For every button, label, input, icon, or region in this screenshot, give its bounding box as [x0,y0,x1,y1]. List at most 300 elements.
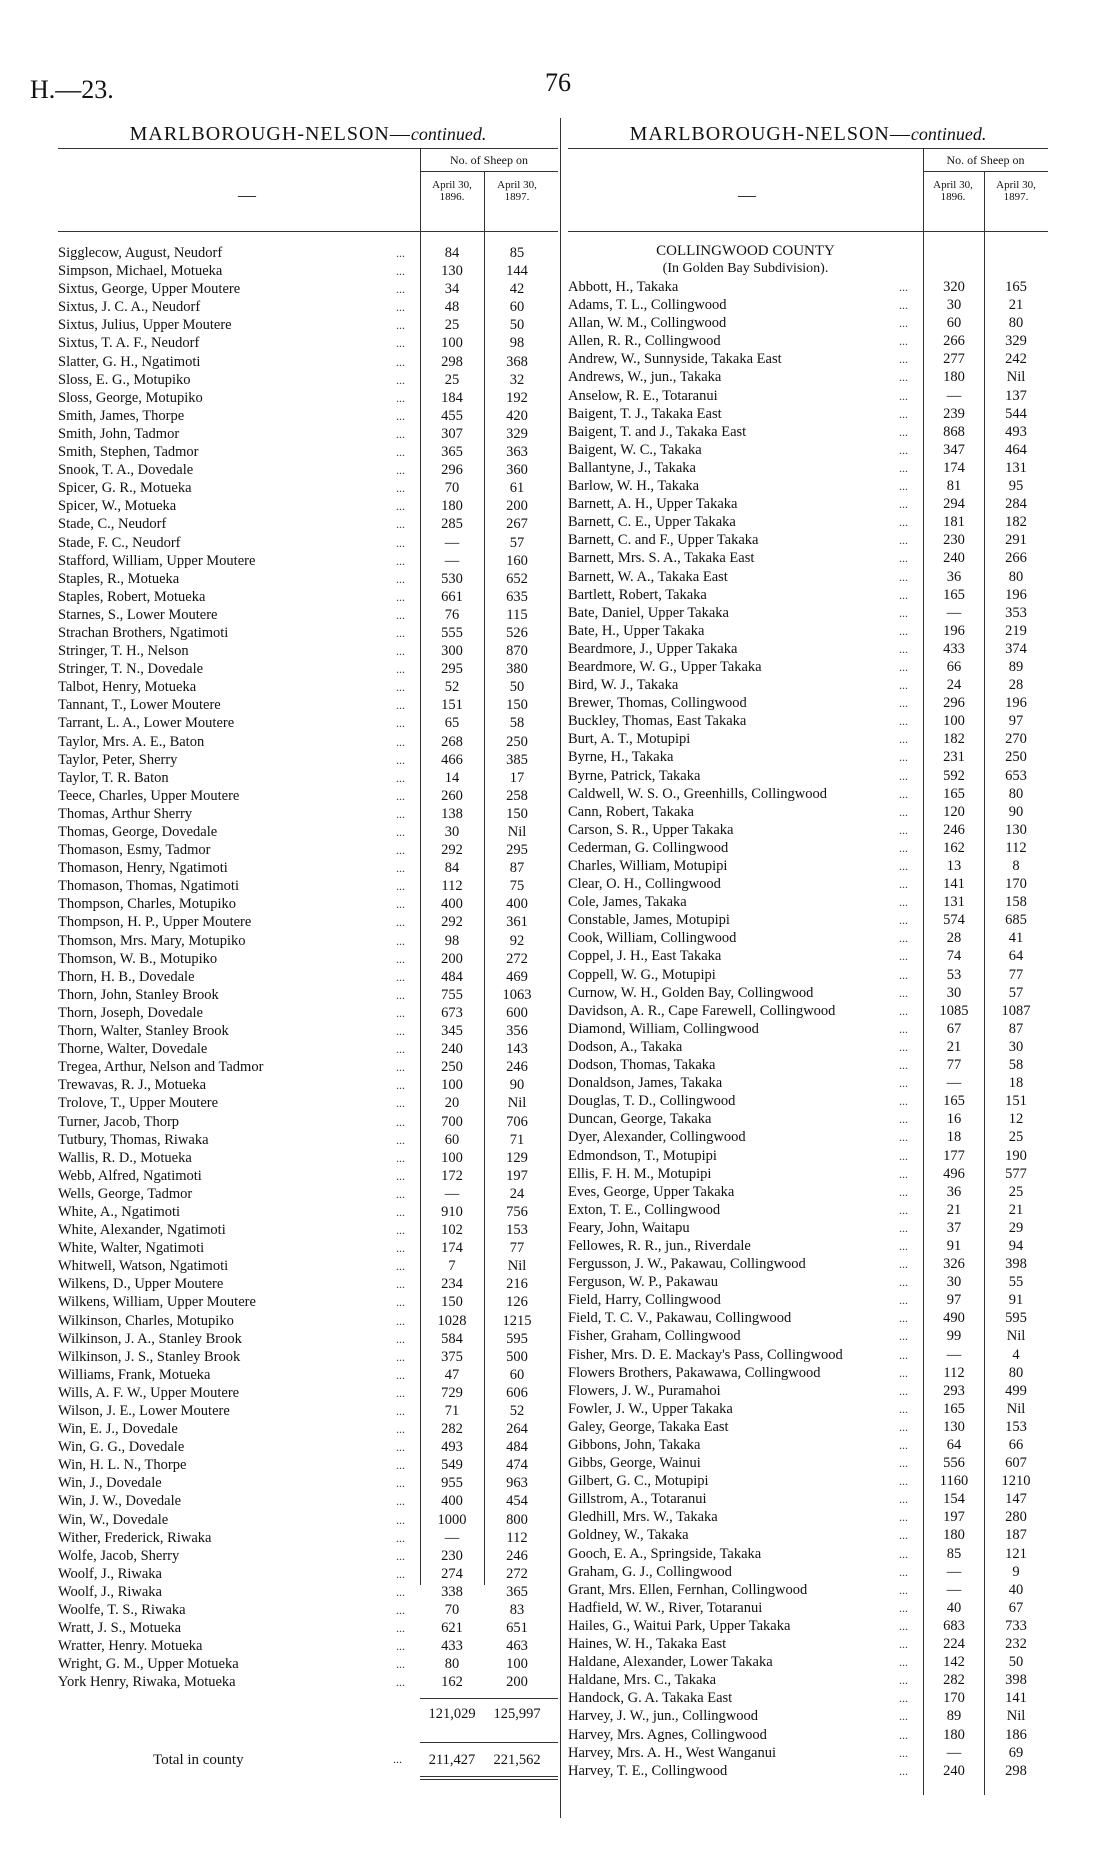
sheep-1897: 77 [1008,966,1024,983]
sheep-1897: 182 [1005,514,1027,531]
sheep-1896: 141 [943,876,965,893]
table-row: Andrews, W., jun., Takaka ... 180 Nil [568,368,1048,386]
table-row: Wratt, J. S., Motueka ... 621 651 [58,1619,558,1637]
sheep-1896: 294 [943,496,965,513]
table-row: Dyer, Alexander, Collingwood ... 18 25 [568,1128,1048,1146]
left-table-header [58,148,558,232]
table-row: Thomas, Arthur Sherry ... 138 150 [58,805,558,823]
sheep-1896: 400 [441,896,463,913]
table-row: Caldwell, W. S. O., Greenhills, Collingwood ... 165 80 [568,785,1048,803]
owner-name: Ballantyne, J., Takaka [568,459,696,476]
table-row: Gledhill, Mrs. W., Takaka ... 197 280 [568,1508,1048,1526]
table-row: Barnett, C. and F., Upper Takaka ... 230 291 [568,531,1048,549]
sheep-1896: 239 [943,405,965,422]
sheep-1897: 474 [506,1457,528,1474]
owner-name: Byrne, H., Takaka [568,749,674,766]
table-row: Strachan Brothers, Ngatimoti ... 555 526 [58,624,558,642]
sheep-1897: 196 [1005,586,1027,603]
sheep-1897: 526 [506,624,528,641]
sheep-1896: — [946,1581,962,1598]
table-row: Woolf, J., Riwaka ... 274 272 [58,1565,558,1583]
sheep-1896: 100 [441,1077,463,1094]
table-row: Grant, Mrs. Ellen, Fernhan, Collingwood ... — 40 [568,1581,1048,1599]
sheep-1897: 216 [506,1276,528,1293]
sheep-count-header: No. of Sheep on [450,153,528,167]
table-row: Curnow, W. H., Golden Bay, Collingwood ... 30 57 [568,984,1048,1002]
table-row: Field, T. C. V., Pakawau, Collingwood ... 490 595 [568,1309,1048,1327]
owner-name: Gillstrom, A., Totaranui [568,1491,707,1508]
sheep-1896: 30 [444,824,460,840]
sheep-1896: 1028 [437,1312,467,1329]
table-row: Flowers Brothers, Pakawawa, Collingwood ... 112 80 [568,1364,1048,1382]
sheep-1896: 296 [943,695,965,712]
sheep-1897: 95 [1008,478,1024,495]
table-row: Byrne, H., Takaka ... 231 250 [568,748,1048,766]
left-rows [58,232,558,1692]
owner-name: White, Alexander, Ngatimoti [58,1222,226,1239]
owner-name: Smith, James, Thorpe [58,407,185,424]
sheep-1897: Nil [1006,1708,1026,1725]
sheep-1897: 329 [506,425,528,442]
sheep-1896: 70 [444,480,460,497]
table-row: Coppell, W. G., Motupipi ... 53 77 [568,966,1048,984]
sheep-1896: 21 [946,1038,962,1055]
table-row: Wills, A. F. W., Upper Moutere ... 729 606 [58,1384,558,1402]
sheep-1897: 87 [1008,1020,1024,1037]
owner-name: Win, J. W., Dovedale [58,1493,182,1510]
sheep-1896: 174 [943,459,965,476]
sheep-1897: 242 [1005,351,1027,368]
sheep-1896: 621 [441,1620,463,1637]
table-row: York Henry, Riwaka, Motueka ... 162 200 [58,1673,558,1691]
owner-name: Edmondson, T., Motupipi [568,1147,717,1164]
owner-name: Gilbert, G. C., Motupipi [568,1473,709,1490]
sheep-1896: 292 [441,842,463,859]
table-row: Exton, T. E., Collingwood ... 21 21 [568,1201,1048,1219]
sheep-1897: 32 [509,371,525,388]
owner-name: Sloss, George, Motupiko [58,389,203,406]
owner-name: Beardmore, W. G., Upper Takaka [568,658,762,675]
sheep-1897: 52 [509,1403,525,1419]
owner-name: Burt, A. T., Motupipi [568,731,691,748]
owner-name: Harvey, J. W., jun., Collingwood [568,1708,758,1725]
sheep-1896: 246 [943,821,965,838]
sheep-1896: 66 [946,658,962,675]
sheep-1897: 374 [1005,640,1027,657]
sheep-1897: 653 [1005,767,1027,784]
owner-name: Charles, William, Motupipi [568,858,728,874]
sheep-1896: 240 [943,1762,965,1779]
sheep-1896: 433 [943,640,965,657]
table-row: Bartlett, Robert, Takaka ... 165 196 [568,586,1048,604]
owner-name: Sixtus, George, Upper Moutere [58,281,241,298]
sheep-1897: 329 [1005,333,1027,350]
sheep-1896: 100 [943,713,965,730]
sheep-1896: 25 [444,317,460,334]
sheep-1897: 153 [506,1222,528,1239]
owner-name: Staples, R., Motueka [58,570,180,587]
owner-name: Spicer, W., Motueka [58,498,177,515]
table-row: Barnett, W. A., Takaka East ... 36 80 [568,568,1048,586]
sheep-1897: Nil [507,1095,527,1112]
table-row: Bate, H., Upper Takaka ... 196 219 [568,622,1048,640]
owner-name: Gooch, E. A., Springside, Takaka [568,1545,762,1562]
table-row: Edmondson, T., Motupipi ... 177 190 [568,1147,1048,1165]
table-row: Barlow, W. H., Takaka ... 81 95 [568,477,1048,495]
table-row: Hailes, G., Waitui Park, Upper Takaka ... 683 733 [568,1617,1048,1635]
sheep-1896: 112 [943,1364,965,1381]
sheep-1897: 25 [1008,1129,1024,1146]
table-row: Thorn, Joseph, Dovedale ... 673 600 [58,1004,558,1022]
sheep-1897: 267 [506,516,528,533]
sheep-1897: 153 [1005,1418,1027,1435]
owner-name: Thorn, H. B., Dovedale [58,968,195,985]
sheep-1896: 100 [441,1149,463,1166]
sheep-1896: 224 [943,1636,965,1653]
col-1896-header: April 30, 1896. [432,179,472,203]
table-row: Smith, James, Thorpe ... 455 420 [58,407,558,425]
sheep-1896: 240 [441,1041,463,1058]
sheep-1897: Nil [1006,1400,1026,1417]
sheep-1897: 87 [509,860,525,877]
table-row: Spicer, W., Motueka ... 180 200 [58,497,558,515]
table-row: Harvey, Mrs. A. H., West Wanganui ... — 69 [568,1744,1048,1762]
sheep-1897: 196 [1005,695,1027,712]
owner-name: Wells, George, Tadmor [58,1185,193,1202]
table-row: Gibbs, George, Wainui ... 556 607 [568,1454,1048,1472]
owner-name: Fergusson, J. W., Pakawau, Collingwood [568,1256,806,1273]
owner-name: Woolf, J., Riwaka [58,1565,162,1582]
sheep-1897: 150 [506,805,528,822]
total-1896: 211,427 [428,1751,476,1768]
sheep-1896: 74 [946,948,962,965]
table-row: Sloss, George, Motupiko ... 184 192 [58,389,558,407]
sheep-1896: 292 [441,914,463,931]
owner-name: Abbott, H., Takaka [568,279,679,295]
sheep-1896: 584 [441,1330,463,1347]
sheep-1897: 544 [1005,405,1027,422]
owner-name: Wolfe, Jacob, Sherry [58,1547,180,1564]
sheep-1897: 64 [1008,948,1024,965]
right-column-title: MARLBOROUGH-NELSON—continued. [629,123,987,145]
table-row: Ellis, F. H. M., Motupipi ... 496 577 [568,1165,1048,1183]
table-row: Thomas, George, Dovedale ... 30 Nil [58,823,558,841]
sheep-1896: 661 [441,588,463,605]
sheep-1896: 400 [441,1493,463,1510]
owner-name: Sloss, E. G., Motupiko [58,371,191,388]
right-rows [568,278,1048,1780]
table-row: White, A., Ngatimoti ... 910 756 [58,1203,558,1221]
table-row: Win, E. J., Dovedale ... 282 264 [58,1420,558,1438]
table-row: Davidson, A. R., Cape Farewell, Collingwood ... 1085 1087 [568,1002,1048,1020]
sheep-1896: 240 [943,550,965,567]
owner-name: Snook, T. A., Dovedale [58,462,194,479]
owner-name: Cole, James, Takaka [568,894,687,911]
sheep-1897: 469 [506,968,528,985]
sheep-1897: 1215 [502,1312,532,1329]
table-row: Wither, Frederick, Riwaka ... — 112 [58,1529,558,1547]
sheep-1896: 165 [943,586,965,603]
sheep-1897: 380 [506,661,528,678]
table-row: Thomason, Thomas, Ngatimoti ... 112 75 [58,877,558,895]
sheep-1897: 57 [1008,984,1024,1001]
table-row: Adams, T. L., Collingwood ... 30 21 [568,296,1048,314]
sheep-1896: 683 [943,1617,965,1634]
sheep-1896: 490 [943,1310,965,1327]
sheep-1897: 200 [506,1674,528,1691]
sheep-1896: 466 [441,751,463,768]
owner-name: Fowler, J. W., Upper Takaka [568,1400,733,1417]
sheep-1896: 67 [946,1020,962,1037]
sheep-1897: 800 [506,1511,528,1528]
left-column-title: MARLBOROUGH-NELSON—continued. [129,123,487,145]
sheep-1897: 454 [506,1493,528,1510]
owner-name: Eves, George, Upper Takaka [568,1183,735,1200]
sheep-1896: — [946,1744,962,1761]
sheep-1897: 464 [1005,441,1027,458]
sheep-1896: 154 [943,1491,965,1508]
sheep-1897: 80 [1008,315,1024,332]
sheep-1897: 1063 [502,986,532,1003]
sheep-1897: 130 [1005,821,1027,838]
sheep-1897: 420 [506,407,528,424]
table-row: Graham, G. J., Collingwood ... — 9 [568,1563,1048,1581]
total-label: Total in county [153,1751,244,1768]
sheep-1896: 52 [444,679,460,696]
owner-name: Caldwell, W. S. O., Greenhills, Collingwood [568,785,827,802]
table-row: Slatter, G. H., Ngatimoti ... 298 368 [58,353,558,371]
owner-name: Exton, T. E., Collingwood [568,1201,721,1218]
owner-name: Donaldson, James, Takaka [568,1075,723,1092]
sheep-1897: 463 [506,1638,528,1655]
owner-name: Wratt, J. S., Motueka [58,1620,182,1637]
table-row: Wilson, J. E., Lower Moutere ... 71 52 [58,1402,558,1420]
sheep-1896: 36 [946,1183,962,1200]
table-row: Fergusson, J. W., Pakawau, Collingwood ... 326 398 [568,1255,1048,1273]
sheep-1896: 30 [946,297,962,314]
sheep-1896: 131 [943,894,965,911]
table-row: Wright, G. M., Upper Motueka ... 80 100 [58,1655,558,1673]
sheep-1897: 12 [1008,1111,1024,1128]
sheep-1896: 1160 [939,1473,969,1490]
sheep-1896: 36 [946,568,962,585]
sheep-1896: 20 [444,1095,460,1112]
owner-name: Coppell, W. G., Motupipi [568,966,716,983]
table-row: Thorn, John, Stanley Brook ... 755 1063 [58,986,558,1004]
owner-name: Thorne, Walter, Dovedale [58,1041,208,1058]
table-row: Thompson, H. P., Upper Moutere ... 292 361 [58,913,558,931]
owner-name: Thomson, Mrs. Mary, Motupiko [58,932,246,949]
sheep-1897: 398 [1005,1672,1027,1689]
sheep-1897: 40 [1008,1581,1024,1598]
header-dash: — [738,185,756,205]
total-1897: 221,562 [493,1751,541,1768]
sheep-1897: Nil [507,824,527,840]
owner-name: Thompson, Charles, Motupiko [58,896,237,913]
table-row: Williams, Frank, Motueka ... 47 60 [58,1366,558,1384]
sheep-1897: 607 [1005,1455,1027,1472]
table-row: Harvey, J. W., jun., Collingwood ... 89 Nil [568,1707,1048,1725]
sheep-1897: 652 [506,570,528,587]
sheep-1897: 197 [506,1167,528,1184]
sheep-1896: — [946,1075,962,1092]
sheep-1897: 80 [1008,1364,1024,1381]
owner-name: Baigent, T. J., Takaka East [568,405,722,422]
table-row: Sloss, E. G., Motupiko ... 25 32 [58,371,558,389]
table-row: Teece, Charles, Upper Moutere ... 260 258 [58,787,558,805]
table-row: Win, J., Dovedale ... 955 963 [58,1474,558,1492]
sheep-1896: — [946,604,962,621]
sheep-1897: 80 [1008,568,1024,585]
sheep-1896: 7 [448,1258,456,1275]
sheep-1897: 67 [1008,1599,1024,1616]
table-row: Flowers, J. W., Puramahoi ... 293 499 [568,1382,1048,1400]
sheep-1897: 870 [506,643,528,660]
sheep-1896: 268 [441,733,463,750]
table-row: Stringer, T. N., Dovedale ... 295 380 [58,660,558,678]
sheep-1896: 266 [943,333,965,350]
table-row: Beardmore, W. G., Upper Takaka ... 66 89 [568,658,1048,676]
owner-name: Smith, Stephen, Tadmor [58,444,199,461]
table-row: Spicer, G. R., Motueka ... 70 61 [58,479,558,497]
sheep-1896: 151 [441,697,463,714]
sheep-1896: 65 [444,715,460,732]
sheep-1897: 71 [509,1131,525,1148]
sheep-1896: 130 [441,263,463,280]
sheep-1897: 141 [1005,1690,1027,1707]
sheep-1896: 162 [943,839,965,856]
sheep-1896: 345 [441,1023,463,1040]
owner-name: Talbot, Henry, Motueka [58,679,197,696]
sheep-1896: — [444,1185,460,1202]
table-row: Galey, George, Takaka East ... 130 153 [568,1418,1048,1436]
table-row: Cederman, G. Collingwood ... 162 112 [568,839,1048,857]
table-row: Bird, W. J., Takaka ... 24 28 [568,676,1048,694]
sheep-1896: 112 [441,878,463,895]
sheep-1897: 365 [506,1583,528,1600]
table-row: Haines, W. H., Takaka East ... 224 232 [568,1635,1048,1653]
owner-name: Andrew, W., Sunnyside, Takaka East [568,351,782,368]
sheep-1896: 165 [943,785,965,802]
owner-name: Ellis, F. H. M., Motupipi [568,1165,712,1182]
sheep-1896: 184 [441,389,463,406]
col-1897-header: April 30, 1897. [996,179,1036,203]
sheep-1896: 84 [444,860,460,877]
table-row: Starnes, S., Lower Moutere ... 76 115 [58,606,558,624]
sheep-1896: 298 [441,353,463,370]
right-column [568,120,1048,1780]
owner-name: Stafford, William, Upper Moutere [58,552,256,569]
sheep-1897: 284 [1005,496,1027,513]
sheep-1896: 347 [943,441,965,458]
owner-name: Whitwell, Watson, Ngatimoti [58,1258,229,1275]
sheep-1896: 102 [441,1222,463,1239]
sheep-1897: 121 [1005,1545,1027,1562]
owner-name: Thompson, H. P., Upper Moutere [58,914,252,931]
sheep-1896: 60 [444,1131,460,1148]
sheep-1896: 1000 [437,1511,467,1528]
owner-name: Fellowes, R. R., jun., Riverdale [568,1237,751,1254]
table-row: Baigent, T. J., Takaka East ... 239 544 [568,405,1048,423]
sheep-1896: 293 [943,1382,965,1399]
sheep-1896: 162 [441,1674,463,1691]
sheep-1897: 361 [506,914,528,931]
table-row: Barnett, Mrs. S. A., Takaka East ... 240 266 [568,549,1048,567]
sheep-1897: 595 [1005,1310,1027,1327]
sheep-1896: 28 [946,930,962,947]
table-row: Sixtus, George, Upper Moutere ... 34 42 [58,280,558,298]
owner-name: Haldane, Alexander, Lower Takaka [568,1654,773,1671]
table-row: Snook, T. A., Dovedale ... 296 360 [58,461,558,479]
sheep-1897: 100 [506,1656,528,1673]
sheep-1897: 165 [1005,279,1027,295]
owner-name: Field, T. C. V., Pakawau, Collingwood [568,1310,792,1327]
owner-name: Turner, Jacob, Thorp [58,1113,180,1130]
owner-name: Gibbs, George, Wainui [568,1455,701,1472]
sheep-1897: 50 [509,679,525,696]
table-row: Donaldson, James, Takaka ... — 18 [568,1074,1048,1092]
owner-name: Douglas, T. D., Collingwood [568,1093,736,1110]
left-table [58,148,558,1786]
sheep-1896: 150 [441,1294,463,1311]
table-row: Trewavas, R. J., Motueka ... 100 90 [58,1076,558,1094]
table-row: Eves, George, Upper Takaka ... 36 25 [568,1183,1048,1201]
table-row: Wolfe, Jacob, Sherry ... 230 246 [58,1547,558,1565]
sheep-1897: 90 [509,1077,525,1094]
sheep-1897: 17 [509,769,525,786]
owner-name: Staples, Robert, Motueka [58,588,206,605]
owner-name: Constable, James, Motupipi [568,912,730,929]
sheep-1896: 16 [946,1111,962,1128]
sheep-1896: 700 [441,1113,463,1130]
owner-name: Curnow, W. H., Golden Bay, Collingwood [568,984,814,1001]
owner-name: Wilkens, D., Upper Moutere [58,1276,224,1293]
sheep-1897: 266 [1005,550,1027,567]
owner-name: Williams, Frank, Motueka [58,1366,211,1383]
table-row: Wilkinson, Charles, Motupiko ... 1028 1215 [58,1312,558,1330]
owner-name: Fisher, Graham, Collingwood [568,1328,741,1345]
sheep-1897: 398 [1005,1256,1027,1273]
sheep-1896: 260 [441,787,463,804]
sheep-1896: 180 [943,369,965,386]
sheep-1897: 500 [506,1348,528,1365]
table-row: Thomason, Henry, Ngatimoti ... 84 87 [58,859,558,877]
sheep-1896: 274 [441,1565,463,1582]
sheep-1897: 635 [506,588,528,605]
sheep-1896: 174 [441,1240,463,1257]
table-row: Barnett, C. E., Upper Takaka ... 181 182 [568,513,1048,531]
table-row: Allen, R. R., Collingwood ... 266 329 [568,332,1048,350]
sheep-1897: 270 [1005,731,1027,748]
owner-name: Spicer, G. R., Motueka [58,480,192,497]
table-row: Thorn, Walter, Stanley Brook ... 345 356 [58,1022,558,1040]
owner-name: Andrews, W., jun., Takaka [568,369,722,386]
sheep-1896: — [444,534,460,551]
sheep-1897: 151 [1005,1093,1027,1110]
table-row: Woolfe, T. S., Riwaka ... 70 83 [58,1601,558,1619]
table-row: Staples, Robert, Motueka ... 661 635 [58,588,558,606]
sheep-1896: 282 [441,1421,463,1438]
owner-name: Win, H. L. N., Thorpe [58,1457,187,1474]
table-row: Wells, George, Tadmor ... — 24 [58,1185,558,1203]
owner-name: Wilkens, William, Upper Moutere [58,1294,256,1311]
sheep-1896: — [444,552,460,569]
sheep-1896: 165 [943,1093,965,1110]
sheep-1897: 4 [1012,1346,1020,1363]
table-row: Abbott, H., Takaka ... 320 165 [568,278,1048,296]
owner-name: Wills, A. F. W., Upper Moutere [58,1384,240,1401]
header-dash: — [238,185,256,205]
